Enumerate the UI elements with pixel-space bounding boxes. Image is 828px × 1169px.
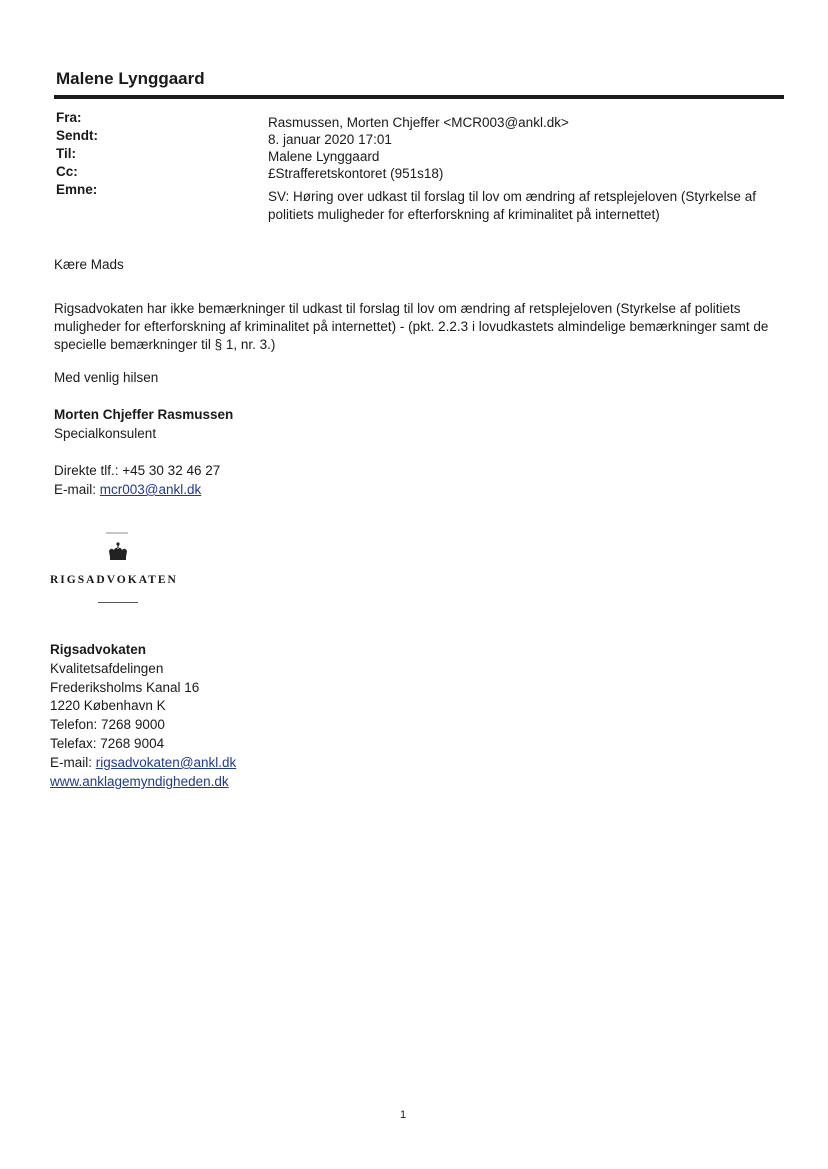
to-label: Til: bbox=[56, 146, 76, 161]
office-street: Frederiksholms Kanal 16 bbox=[50, 680, 200, 695]
signature-name: Morten Chjeffer Rasmussen bbox=[54, 407, 234, 422]
from-value: Rasmussen, Morten Chjeffer <MCR003@ankl.dk> bbox=[268, 115, 569, 130]
closing: Med venlig hilsen bbox=[54, 370, 159, 385]
signature-email-line bbox=[54, 481, 784, 499]
document-title: Malene Lynggaard bbox=[56, 69, 205, 88]
office-email-label: E-mail: bbox=[50, 755, 96, 770]
office-website-link[interactable]: www.anklagemyndigheden.dk bbox=[50, 774, 229, 789]
office-fax: Telefax: 7268 9004 bbox=[50, 736, 165, 751]
crown-icon bbox=[98, 527, 138, 567]
subject-value: SV: Høring over udkast til forslag til lov om ændring af retsplejeloven (Styrkelse af politiets muligheder for efterforskning af kriminalitet på internettet) bbox=[268, 189, 756, 222]
signature-email-label: E-mail: bbox=[54, 482, 100, 497]
office-name: Rigsadvokaten bbox=[50, 642, 147, 657]
sent-label: Sendt: bbox=[56, 128, 98, 143]
office-department: Kvalitetsafdelingen bbox=[50, 661, 164, 676]
office-website-line bbox=[50, 773, 780, 791]
sent-value: 8. januar 2020 17:01 bbox=[268, 132, 392, 147]
cc-label: Cc: bbox=[56, 164, 78, 179]
cc-value: £Strafferetskontoret (951s18) bbox=[268, 166, 444, 181]
to-value: Malene Lynggaard bbox=[268, 149, 380, 164]
title-divider bbox=[54, 95, 784, 99]
signature-phone: Direkte tlf.: +45 30 32 46 27 bbox=[54, 463, 221, 478]
office-city: 1220 København K bbox=[50, 698, 166, 713]
subject-label: Emne: bbox=[56, 182, 98, 197]
from-label: Fra: bbox=[56, 110, 82, 125]
page-number: 1 bbox=[400, 1109, 407, 1121]
office-email-line bbox=[50, 754, 780, 772]
office-phone: Telefon: 7268 9000 bbox=[50, 717, 165, 732]
greeting: Kære Mads bbox=[54, 257, 124, 272]
signature-role: Specialkonsulent bbox=[54, 426, 157, 441]
signature-email-link[interactable]: mcr003@ankl.dk bbox=[99, 482, 202, 497]
logo-wordmark: RIGSADVOKATEN bbox=[50, 574, 178, 586]
logo-divider bbox=[98, 602, 138, 603]
office-email-link[interactable]: rigsadvokaten@ankl.dk bbox=[95, 755, 237, 770]
body-paragraph: Rigsadvokaten har ikke bemærkninger til udkast til forslag til lov om ændring af retsplejeloven (Styrkelse af politiets muligheder for efterforskning af kriminalitet på internettet) - (pkt. 2.2.3 i lovudkastets almindelige bemærkninger samt de specielle bemærkninger til § 1, nr. 3.) bbox=[54, 301, 769, 352]
